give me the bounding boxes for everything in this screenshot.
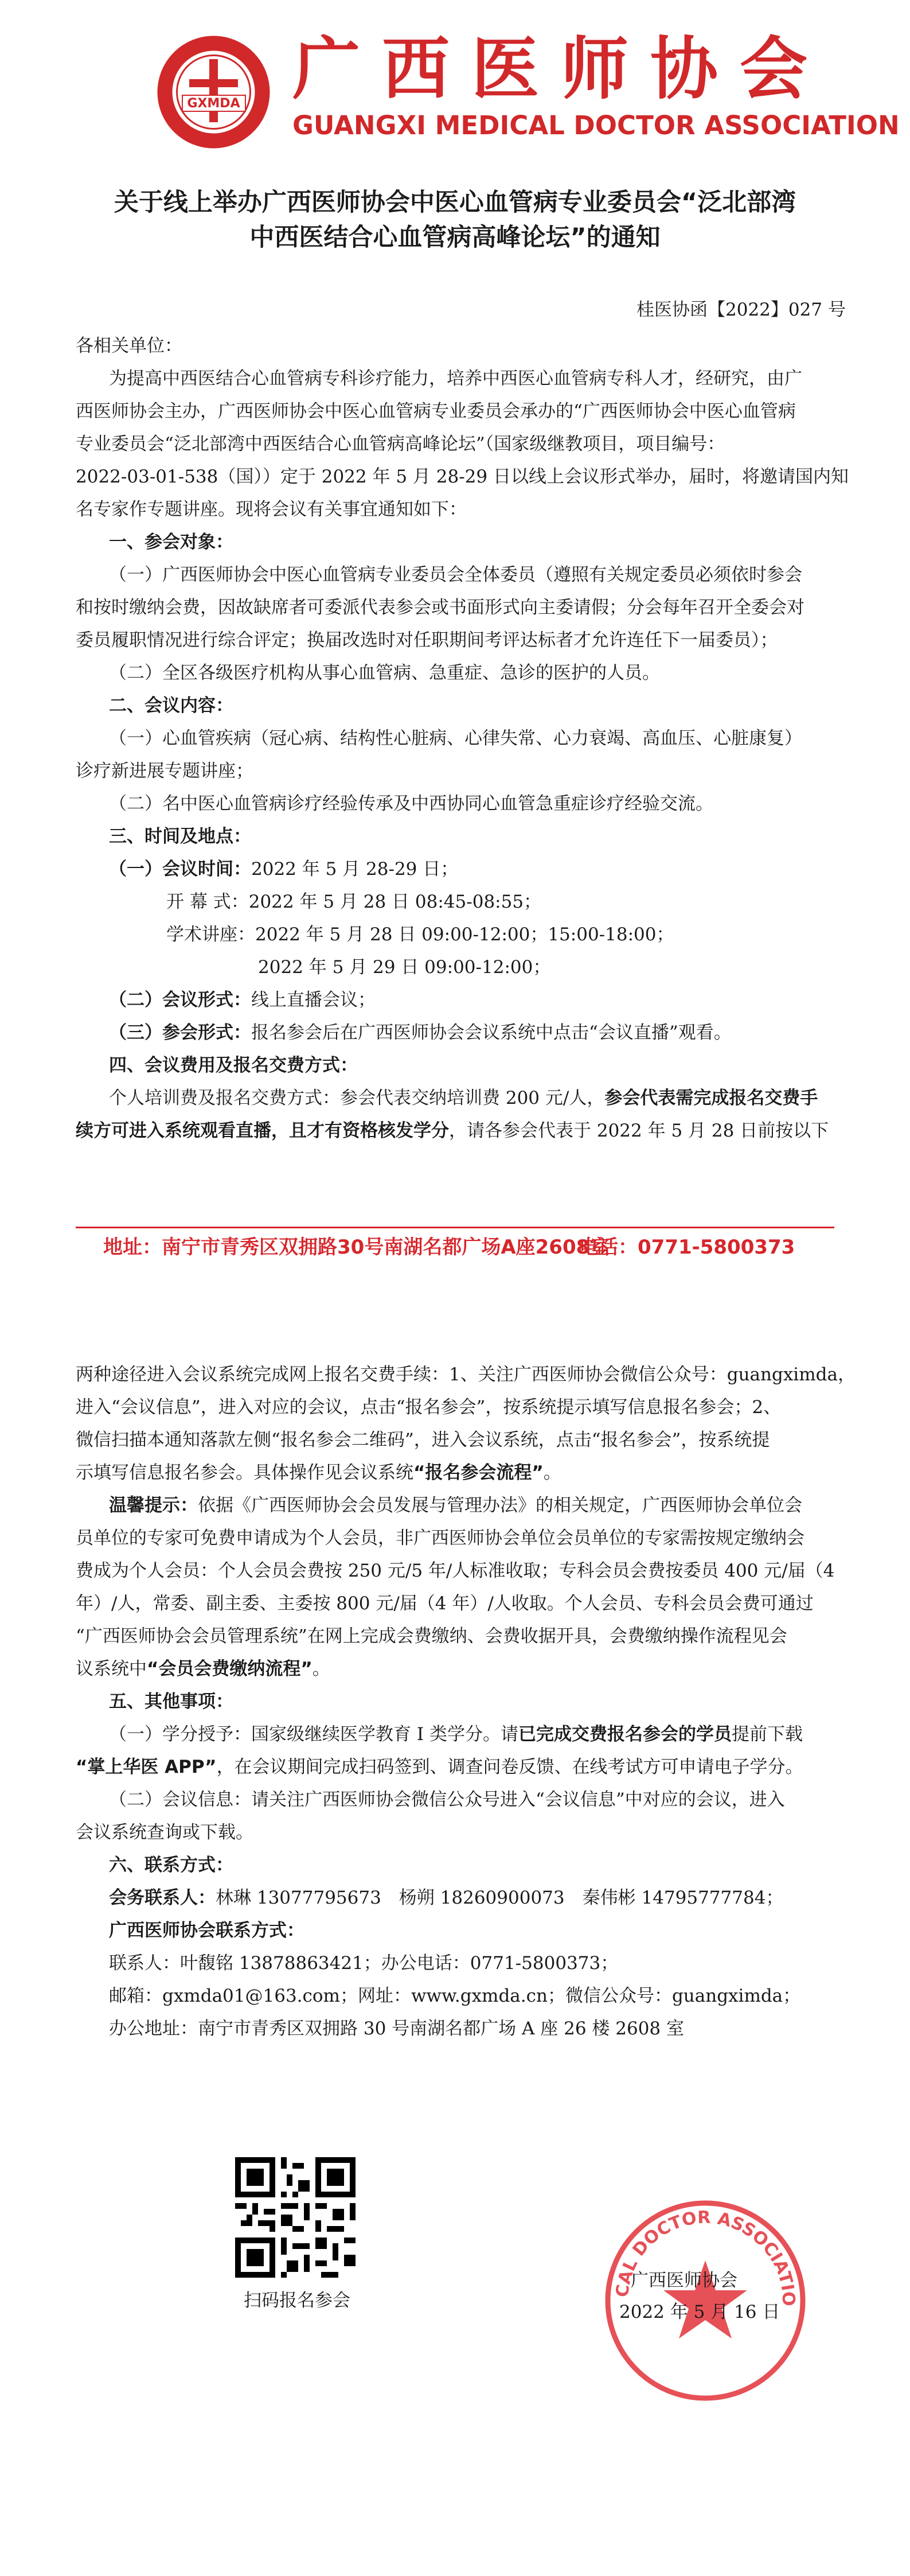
fee-bold-text: 续方可进入系统观看直播，且才有资格核发学分	[76, 1120, 449, 1141]
fee-text: 。	[543, 1462, 561, 1483]
contact-value: 林琳 13077795673 杨朔 18260900073 秦伟彬 14795777784；	[216, 1888, 784, 1908]
s2-item1-line: 诊疗新进展专题讲座；	[76, 761, 253, 781]
fee-paragraph2-line: 两种途径进入会议系统完成网上报名交费手续：1、关注广西医师协会微信公众号：guangximda，	[76, 1364, 856, 1385]
fee-paragraph2-line: 微信扫描本通知落款左侧“报名参会二维码”，进入会议系统，点击“报名参会”，按系统提	[76, 1430, 770, 1450]
contact-label: 会务联系人：	[109, 1888, 216, 1908]
assoc-address: 办公地址：南宁市青秀区双拥路 30 号南湖名都广场 A 座 26 楼 2608 室	[109, 2018, 685, 2039]
qr-code[interactable]	[235, 2157, 356, 2278]
section-heading-2: 二、会议内容：	[109, 695, 233, 716]
fee-flow-link: “会员会费缴纳流程”	[147, 1659, 313, 1679]
lecture-row	[166, 923, 674, 946]
s1-item1-line: （一）广西医师协会中医心血管病专业委员会全体委员（遵照有关规定委员必须依时参会	[109, 565, 802, 585]
opening-label: 开 幕 式：	[166, 892, 249, 912]
intro-line: 为提高中西医结合心血管病专科诊疗能力，培养中西医心血管病专科人才，经研究，由广	[109, 368, 802, 389]
signature-date: 2022 年 5 月 16 日	[619, 2302, 780, 2322]
s2-item2: （二）名中医心血管病诊疗经验传承及中西协同心血管急重症诊疗经验交流。	[109, 793, 713, 814]
fee-text: 示填写信息报名参会。具体操作见会议系统	[76, 1462, 413, 1483]
tip-label: 温馨提示：	[109, 1495, 198, 1516]
credit-text: 提前下载	[731, 1724, 803, 1745]
fee-text: ，请各参会代表于 2022 年 5 月 28 日前按以下	[449, 1120, 829, 1141]
document-title-line1: 关于线上举办广西医师协会中医心血管病专业委员会“泛北部湾	[114, 188, 796, 217]
credit-bold-text: 已完成交费报名参会的学员	[518, 1724, 732, 1745]
lecture-label: 学术讲座：	[166, 924, 255, 945]
intro-line: 专业委员会“泛北部湾中西医结合心血管病高峰论坛”（国家级继教项目，项目编号：	[76, 434, 725, 454]
footer-phone: 电话：0771-5800373	[579, 1236, 795, 1259]
svg-text:GXMDA: GXMDA	[187, 96, 240, 111]
intro-line: 2022-03-01-538（国））定于 2022 年 5 月 28-29 日以线上会议形式举办，届时，将邀请国内知	[76, 466, 849, 487]
meeting-form-value: 线上直播会议；	[251, 990, 376, 1010]
salutation: 各相关单位：	[76, 336, 182, 356]
fee-bold-text: 参会代表需完成报名交费手	[604, 1088, 818, 1108]
tip-text: 议系统中	[76, 1659, 147, 1679]
attend-method-value: 报名参会后在广西医师协会会议系统中点击“会议直播”观看。	[251, 1022, 732, 1043]
register-flow-link: “报名参会流程”	[413, 1462, 544, 1483]
meeting-info-line: （二）会议信息：请关注广西医师协会微信公众号进入“会议信息”中对应的会议，进入	[109, 1789, 785, 1810]
opening-row	[166, 890, 541, 913]
tip-line	[76, 1657, 330, 1680]
fee-text: 个人培训费及报名交费方式：参会代表交纳培训费 200 元/人，	[109, 1088, 605, 1108]
app-name: “掌上华医 APP”	[76, 1757, 217, 1777]
section-heading-3: 三、时间及地点：	[109, 826, 251, 847]
credit-text: ，在会议期间完成扫码签到、调查问卷反馈、在线考试方可申请电子学分。	[216, 1757, 803, 1777]
assoc-email: 邮箱：gxmda01@163.com；网址：www.gxmda.cn；微信公众号：guangximda；	[109, 1986, 801, 2006]
fee-paragraph2-line	[76, 1461, 561, 1484]
meeting-time-label: （一）会议时间：	[109, 859, 251, 880]
tip-text: 。	[312, 1659, 330, 1679]
section-heading-1: 一、参会对象：	[109, 532, 233, 552]
opening-value: 2022 年 5 月 28 日 08:45-08:55；	[248, 892, 542, 912]
intro-line: 名专家作专题讲座。现将会议有关事宜通知如下：	[76, 499, 467, 520]
credit-text: （一）学分授予：国家级继续医学教育 I 类学分。请	[109, 1724, 518, 1745]
lecture-value-2: 2022 年 5 月 29 日 09:00-12:00；	[258, 957, 551, 978]
contact-row	[109, 1886, 783, 1909]
svg-text:GUANGXI MEDICAL DOCTOR ASSOCIA: CAL DOCTOR ASSOCIATIO	[612, 2207, 799, 2306]
association-subtitle: GUANGXI MEDICAL DOCTOR ASSOCIATION	[292, 110, 900, 141]
lecture-value: 2022 年 5 月 28 日 09:00-12:00；15:00-18:00；	[255, 924, 674, 945]
tip-line	[109, 1494, 802, 1517]
meeting-time-value: 2022 年 5 月 28-29 日；	[251, 859, 459, 880]
meeting-time-row	[109, 858, 458, 881]
logo	[155, 33, 272, 151]
tip-line: 费成为个人会员：个人会员会费按 250 元/5 年/人标准收取；专科会员会费按委员 400 元/届（4	[76, 1561, 835, 1581]
section-heading-5: 五、其他事项：	[109, 1691, 233, 1712]
document-number: 桂医协函【2022】027 号	[636, 299, 846, 320]
tip-text: 依据《广西医师协会会员发展与管理办法》的相关规定，广西医师协会单位会	[198, 1495, 802, 1516]
association-title: 广西医师协会	[292, 29, 830, 108]
attend-method-row	[109, 1021, 732, 1044]
footer-address: 地址：南宁市青秀区双拥路30号南湖名都广场A座2608室	[103, 1236, 610, 1259]
attend-method-label: （三）参会形式：	[109, 1022, 251, 1043]
fee-paragraph-line	[109, 1087, 818, 1110]
credit-line	[76, 1756, 803, 1779]
s2-item1-line: （一）心血管疾病（冠心病、结构性心脏病、心律失常、心力衰竭、高血压、心脏康复）	[109, 728, 802, 749]
tip-line: 员单位的专家可免费申请成为个人会员，非广西医师协会单位会员单位的专家需按规定缴纳会	[76, 1528, 804, 1548]
section-heading-6: 六、联系方式：	[109, 1855, 233, 1875]
s1-item1-line: 委员履职情况进行综合评定；换届改选时对任职期间考评达标者才允许连任下一届委员）；	[76, 630, 778, 651]
tip-line: 年）/人，常委、副主委、主委按 800 元/届（4 年）/人收取。个人会员、专科会员会费可通过	[76, 1593, 814, 1614]
section-heading-4: 四、会议费用及报名交费方式：	[109, 1055, 358, 1076]
meeting-form-label: （二）会议形式：	[109, 990, 251, 1010]
signature-org: 广西医师协会	[631, 2270, 737, 2291]
qr-caption: 扫码报名参会	[244, 2290, 350, 2311]
meeting-info-line: 会议系统查询或下载。	[76, 1822, 253, 1843]
meeting-form-row	[109, 989, 376, 1011]
credit-line	[109, 1723, 803, 1746]
tip-line: “广西医师协会会员管理系统”在网上完成会费缴纳、会费收据开具，会费缴纳操作流程见会	[76, 1626, 787, 1647]
intro-line: 西医师协会主办，广西医师协会中医心血管病专业委员会承办的“广西医师协会中医心血管病	[76, 401, 796, 422]
footer-divider	[76, 1227, 834, 1228]
fee-paragraph2-line: 进入“会议信息”，进入对应的会议，点击“报名参会”，按系统提示填写信息报名参会；2、	[76, 1397, 782, 1418]
s1-item2: （二）全区各级医疗机构从事心血管病、急重症、急诊的医护的人员。	[109, 663, 660, 683]
assoc-contact-person: 联系人：叶馥铭 13878863421；办公电话：0771-5800373；	[109, 1953, 619, 1974]
assoc-contact-heading: 广西医师协会联系方式：	[109, 1920, 304, 1941]
s1-item1-line: 和按时缴纳会费，因故缺席者可委派代表参会或书面形式向主委请假；分会每年召开全委会对	[76, 597, 804, 618]
document-title-line2: 中西医结合心血管病高峰论坛”的通知	[249, 223, 661, 252]
fee-paragraph-line	[76, 1119, 829, 1142]
